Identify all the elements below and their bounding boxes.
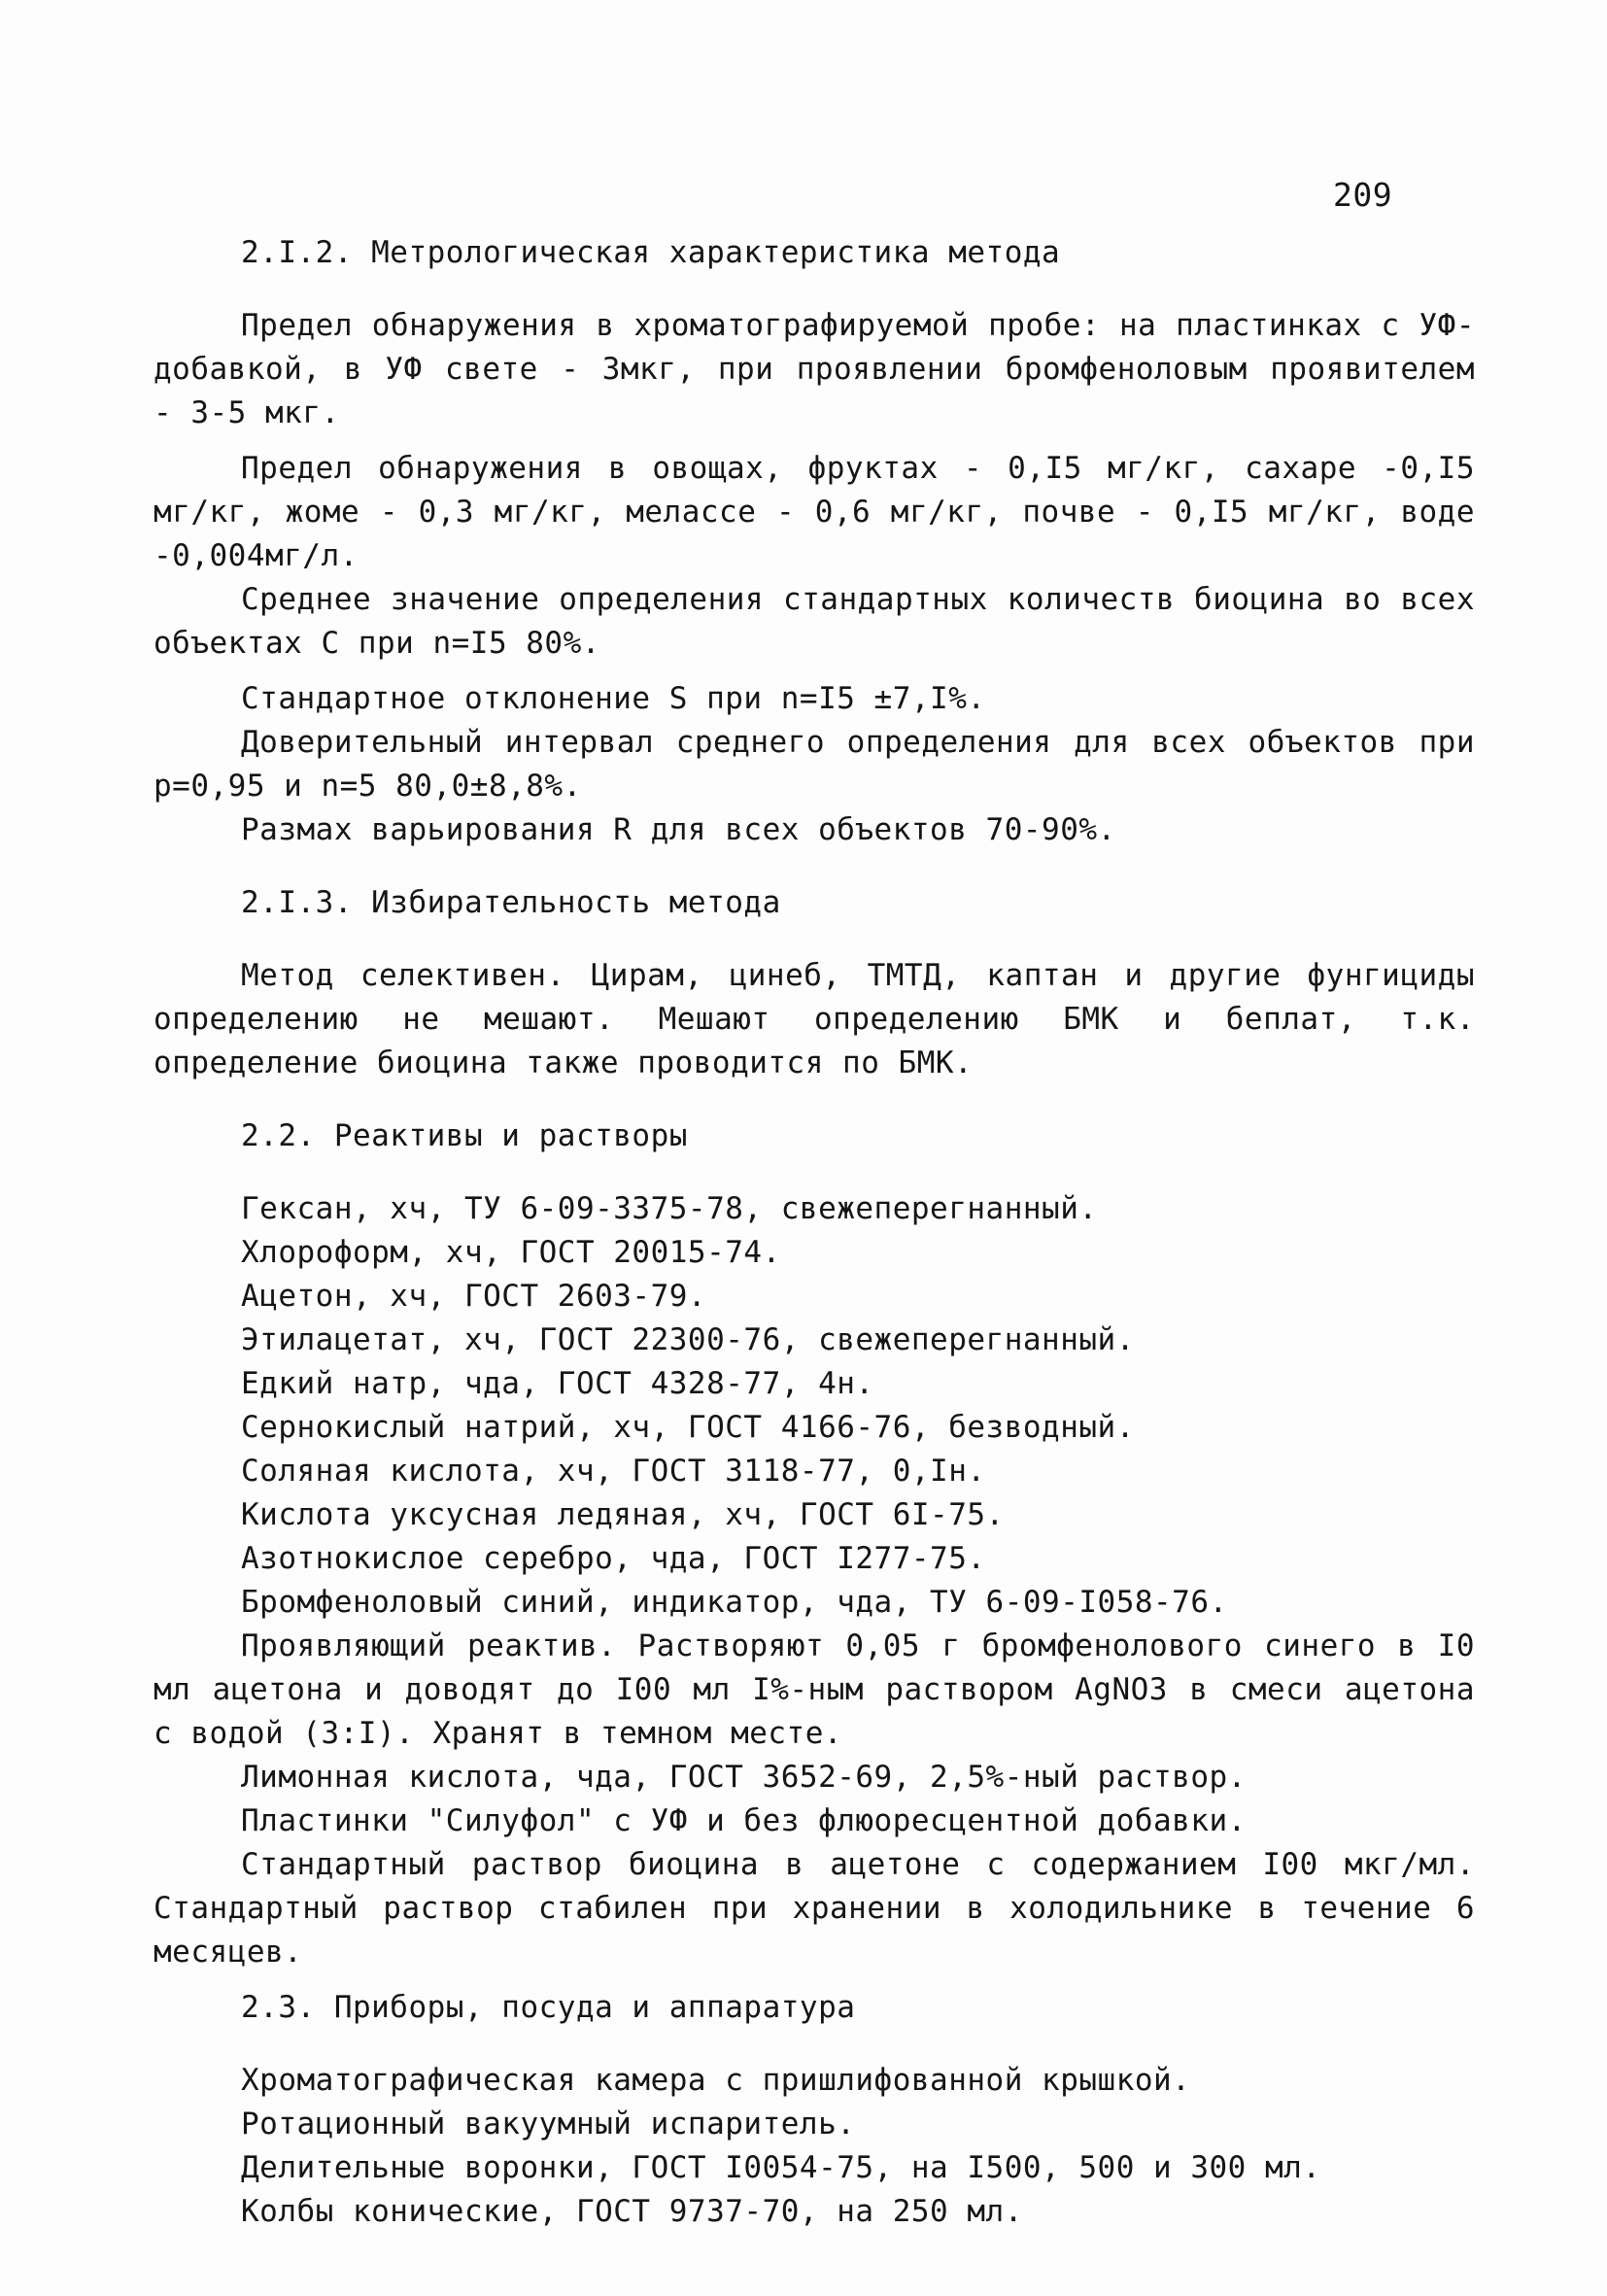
reagent-item: Сернокислый натрий, хч, ГОСТ 4166-76, безводный. <box>241 1410 1135 1445</box>
equipment-item: Ротационный вакуумный испаритель. <box>241 2107 856 2142</box>
paragraph-selectivity: Метод селективен. Цирам, цинеб, ТМТД, каптан и другие фунгициды определению не мешают. Мешают определению БМК и беплат, т.к. определение биоцина также проводится по БМК. <box>154 958 1475 1080</box>
page-content <box>154 231 1475 2234</box>
paragraph-variation-range: Размах варьирования R для всех объектов 70-90%. <box>241 812 1116 847</box>
equipment-item: Колбы конические, ГОСТ 9737-70, на 250 мл. <box>241 2194 1023 2229</box>
paragraph-standard-deviation: Стандартное отклонение S при n=I5 ±7,I%. <box>241 681 986 716</box>
section-heading-2-2: 2.2. Реактивы и растворы <box>241 1118 688 1153</box>
reagent-item: Ацетон, хч, ГОСТ 2603-79. <box>241 1279 707 1314</box>
reagent-item: Этилацетат, хч, ГОСТ 22300-76, свежеперегнанный. <box>241 1322 1135 1357</box>
paragraph-confidence-interval: Доверительный интервал среднего определения для всех объектов при p=0,95 и n=5 80,0±8,8%. <box>154 725 1475 804</box>
section-heading-2-1-3: 2.I.3. Избирательность метода <box>241 885 781 920</box>
reagent-item: Кислота уксусная ледяная, хч, ГОСТ 6I-75. <box>241 1497 1005 1532</box>
reagent-item: Хлороформ, хч, ГОСТ 20015-74. <box>241 1235 781 1270</box>
reagent-item: Соляная кислота, хч, ГОСТ 3118-77, 0,Iн. <box>241 1454 986 1489</box>
reagent-item-developer: Проявляющий реактив. Растворяют 0,05 г бромфенолового синего в I0 мл ацетона и доводят до I00 мл I%-ным раствором AgNO3 в смеси ацетона с водой (3:I). Хранят в темном месте. <box>154 1628 1475 1751</box>
reagent-item: Гексан, хч, ТУ 6-09-3375-78, свежеперегнанный. <box>241 1191 1098 1226</box>
paragraph-detection-limit-sample: Предел обнаружения в хроматографируемой пробе: на пластинках с УФ-добавкой, в УФ свете - 3мкг, при проявлении бромфеноловым проявителем - 3-5 мкг. <box>154 308 1475 430</box>
reagent-item-standard-solution: Стандартный раствор биоцина в ацетоне с содержанием I00 мкг/мл. Стандартный раствор стабилен при хранении в холодильнике в течение 6 месяцев. <box>154 1847 1475 1970</box>
paragraph-mean-value: Среднее значение определения стандартных количеств биоцина во всех объектах С при n=I5 80%. <box>154 582 1475 661</box>
reagent-item: Лимонная кислота, чда, ГОСТ 3652-69, 2,5%-ный раствор. <box>241 1760 1247 1795</box>
reagent-item: Пластинки "Силуфол" с УФ и без флюоресцентной добавки. <box>241 1803 1247 1838</box>
equipment-item: Хроматографическая камера с пришлифованной крышкой. <box>241 2063 1191 2098</box>
reagent-item: Азотнокислое серебро, чда, ГОСТ I277-75. <box>241 1541 986 1576</box>
reagent-item: Едкий натр, чда, ГОСТ 4328-77, 4н. <box>241 1366 874 1401</box>
paragraph-detection-limit-objects: Предел обнаружения в овощах, фруктах - 0,I5 мг/кг, сахаре -0,I5 мг/кг, жоме - 0,3 мг/кг, мелассе - 0,6 мг/кг, почве - 0,I5 мг/кг, воде -0,004мг/л. <box>154 451 1475 573</box>
equipment-item: Делительные воронки, ГОСТ I0054-75, на I500, 500 и 300 мл. <box>241 2150 1321 2185</box>
section-heading-2-1-2: 2.I.2. Метрологическая характеристика метода <box>241 235 1061 270</box>
section-heading-2-3: 2.3. Приборы, посуда и аппаратура <box>241 1990 856 2025</box>
page-number: 209 <box>1333 176 1393 214</box>
reagent-item: Бромфеноловый синий, индикатор, чда, ТУ 6-09-I058-76. <box>241 1585 1228 1620</box>
